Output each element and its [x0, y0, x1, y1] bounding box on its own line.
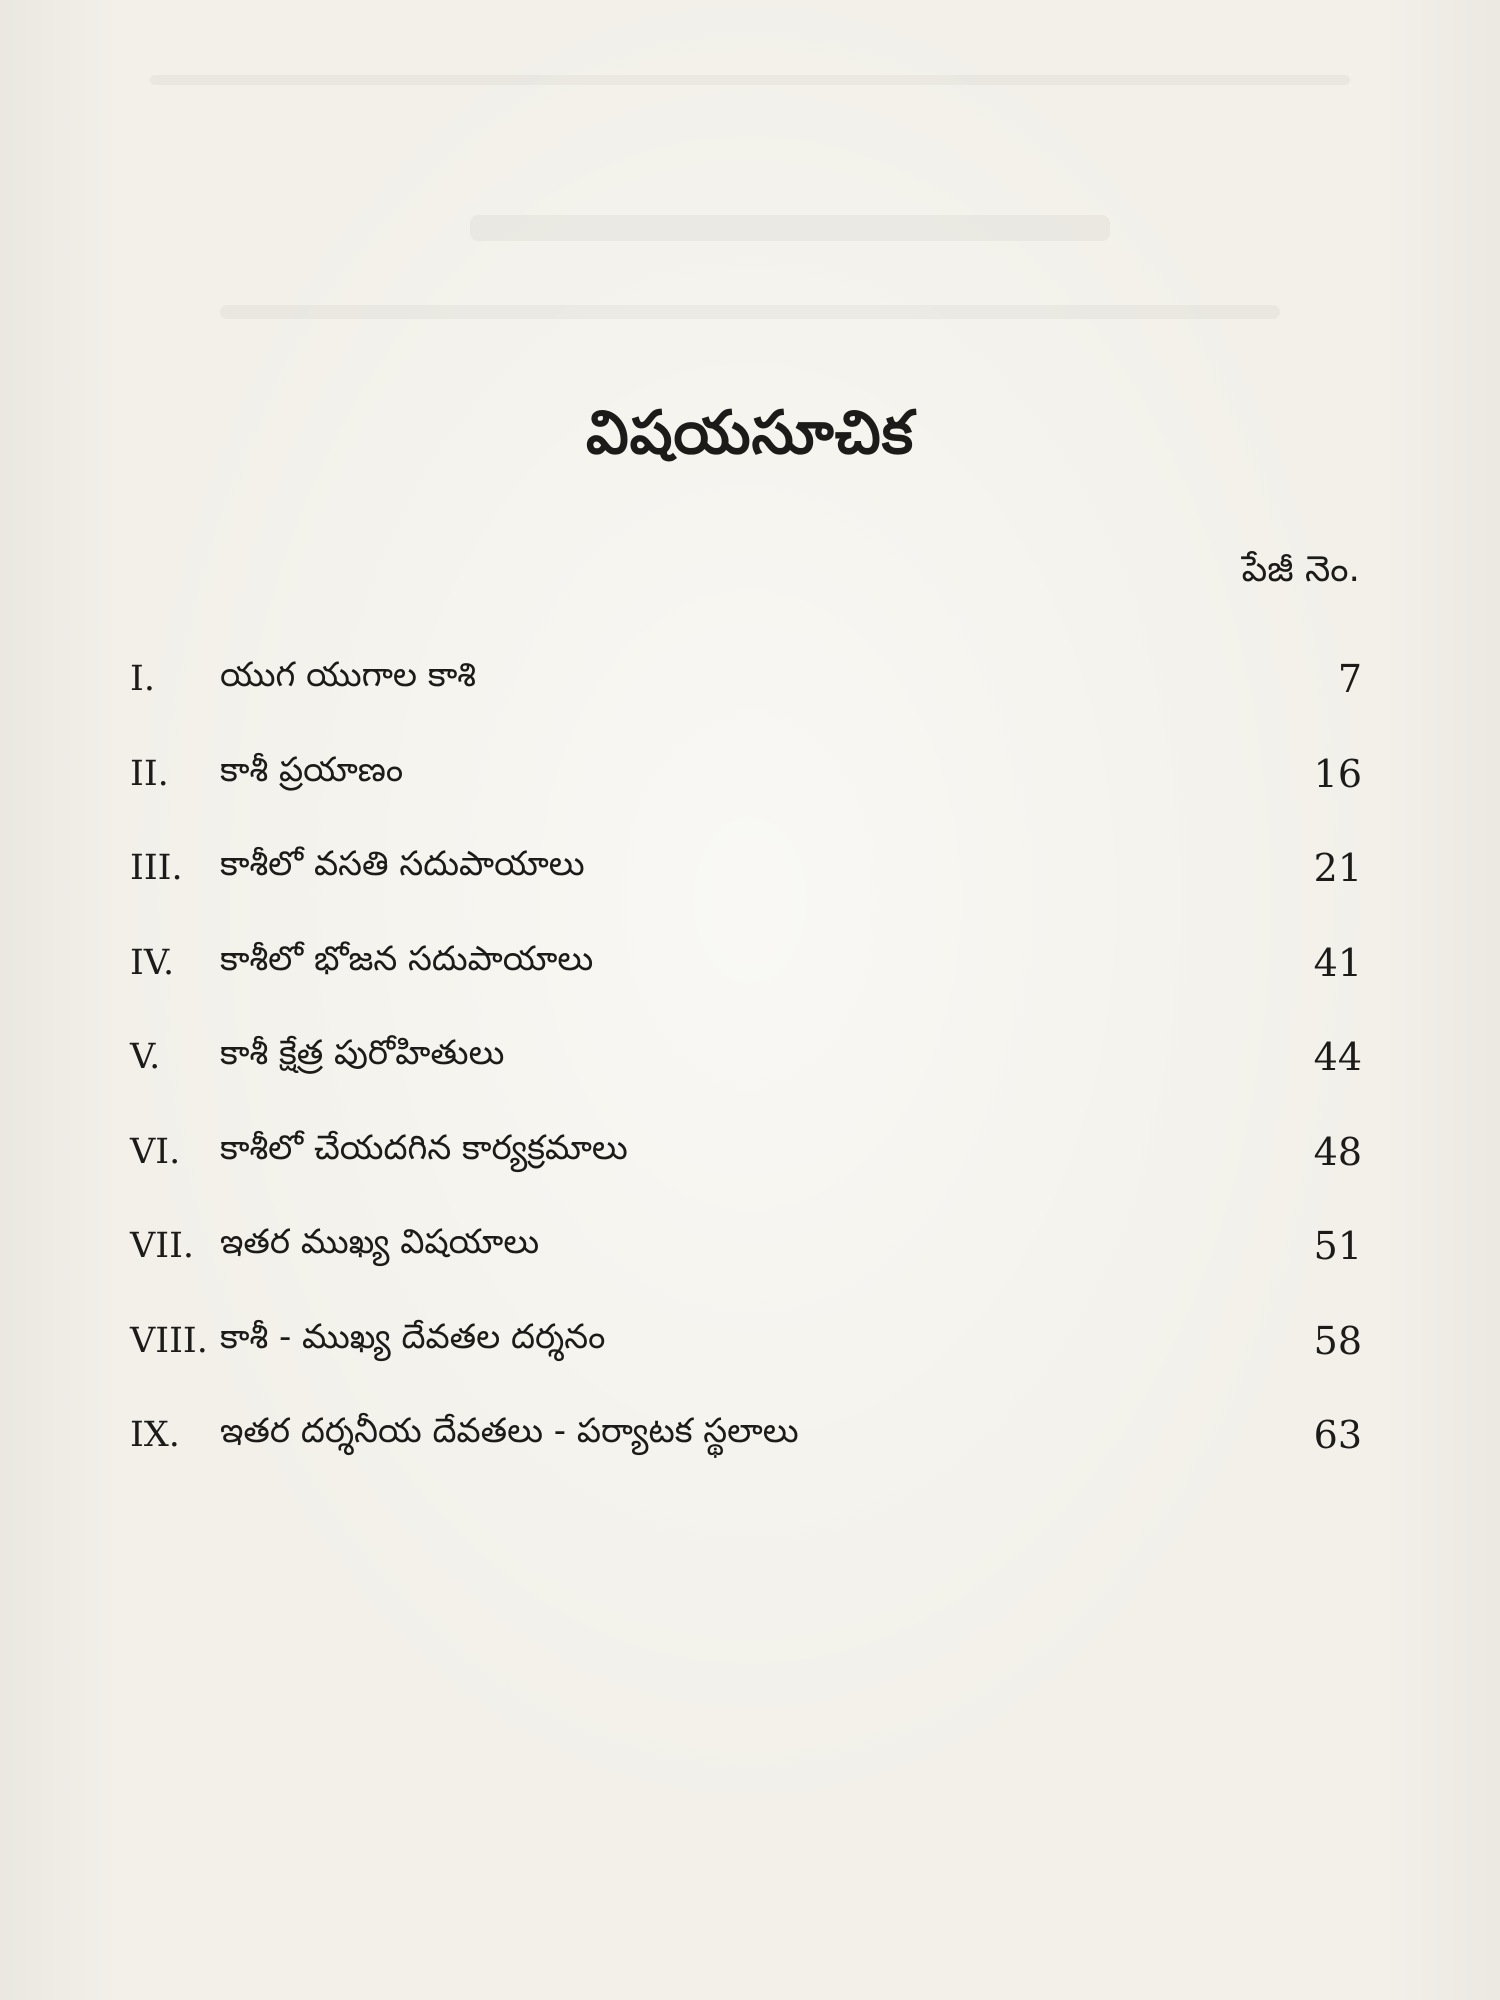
chapter-page-number: 41: [1313, 940, 1362, 985]
chapter-number: V.: [130, 1037, 161, 1078]
toc-entry: [130, 727, 1362, 822]
chapter-number: VI.: [130, 1131, 181, 1172]
page-number-column-header: పేజీ నెం.: [1241, 549, 1360, 590]
bleed-through-mark: [220, 305, 1280, 319]
chapter-title: కాశీలో భోజన సదుపాయాలు: [220, 938, 594, 979]
chapter-number: VII.: [130, 1226, 195, 1267]
page-title: విషయసూచిక: [585, 398, 915, 468]
chapter-number: IV.: [130, 942, 175, 983]
chapter-page-number: 21: [1313, 846, 1362, 891]
chapter-title: కాశీ క్షేత్ర పురోహితులు: [220, 1033, 505, 1074]
chapter-page-number: 16: [1313, 751, 1362, 796]
chapter-number: III.: [130, 848, 183, 889]
chapter-number: IX.: [130, 1415, 180, 1456]
chapter-title: కాశీ - ముఖ్య దేవతల దర్శనం: [220, 1316, 606, 1357]
bleed-through-mark: [470, 215, 1110, 241]
toc-entry: [130, 1199, 1362, 1294]
toc-entry: [130, 632, 1362, 727]
chapter-number: II.: [130, 753, 169, 794]
chapter-page-number: 48: [1313, 1129, 1362, 1174]
chapter-page-number: 51: [1313, 1224, 1362, 1269]
table-of-contents: [130, 632, 1362, 1483]
chapter-title: కాశీలో చేయదగిన కార్యక్రమాలు: [220, 1127, 628, 1168]
chapter-number: VIII.: [130, 1320, 208, 1361]
chapter-page-number: 7: [1337, 657, 1362, 702]
bleed-through-mark: [150, 75, 1350, 85]
chapter-title: కాశీ ప్రయాణం: [220, 749, 404, 790]
chapter-page-number: 58: [1313, 1318, 1362, 1363]
toc-entry: [130, 1388, 1362, 1483]
chapter-title: యుగ యుగాల కాశి: [220, 655, 477, 696]
chapter-title: కాశీలో వసతి సదుపాయాలు: [220, 844, 585, 885]
chapter-title: ఇతర ముఖ్య విషయాలు: [220, 1222, 540, 1263]
chapter-page-number: 44: [1313, 1035, 1362, 1080]
toc-entry: [130, 1010, 1362, 1105]
toc-entry: [130, 1294, 1362, 1389]
chapter-page-number: 63: [1313, 1413, 1362, 1458]
chapter-title: ఇతర దర్శనీయ దేవతలు - పర్యాటక స్థలాలు: [220, 1411, 799, 1452]
toc-entry: [130, 821, 1362, 916]
toc-entry: [130, 916, 1362, 1011]
chapter-number: I.: [130, 659, 155, 700]
toc-entry: [130, 1105, 1362, 1200]
